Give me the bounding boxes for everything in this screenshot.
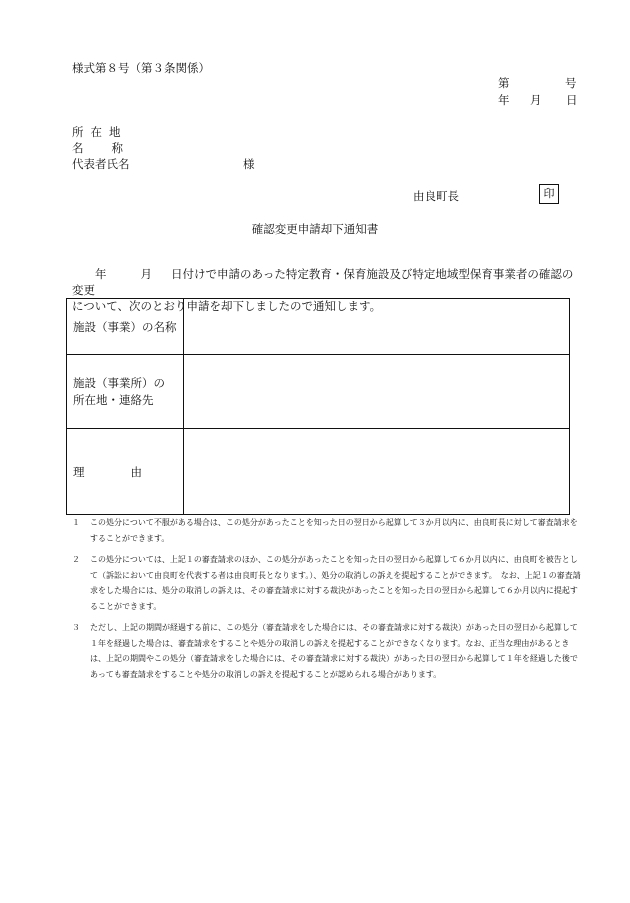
honorific: 様 bbox=[243, 157, 255, 171]
number-suffix: 号 bbox=[565, 76, 577, 90]
address-label: 所在地 bbox=[72, 125, 128, 139]
body-month: 月 bbox=[140, 267, 152, 281]
number-prefix: 第 bbox=[498, 76, 510, 90]
note-text: この処分については、上記１の審査請求のほか、この処分があったことを知った日の翌日から起算して６か月以内に、由良町を被告として（訴訟において由良町を代表する者は由良町長となります。）、処分の取消しの訴えを提起することができます。 なお、上記１の審査請求をした場合には、処分の取消しの訴えは、その審査請求に対する裁決があったことを知った日の翌日から起算して６か月以内に提起することができます。 bbox=[90, 555, 581, 611]
reason-label: 理 由 bbox=[67, 429, 184, 515]
location-label-line2: 所在地・連絡先 bbox=[73, 392, 154, 407]
facility-name-label: 施設（事業）の名称 bbox=[67, 299, 184, 355]
date-day-label: 日 bbox=[566, 93, 578, 107]
representative-label: 代表者氏名 bbox=[72, 157, 130, 171]
body-line2: について、次のとおり申請を却下しましたので通知します。 bbox=[72, 299, 382, 313]
reason-field[interactable] bbox=[184, 429, 570, 515]
info-table bbox=[66, 298, 570, 515]
date-year-label: 年 bbox=[498, 93, 510, 107]
facility-name-field[interactable] bbox=[184, 299, 570, 355]
note-item bbox=[72, 515, 582, 546]
name-label: 名称 bbox=[72, 141, 151, 155]
note-text: この処分について不服がある場合は、この処分があったことを知った日の翌日から起算して３か月以内に、由良町長に対して審査請求をすることができます。 bbox=[90, 518, 578, 543]
body-line1: 日付けで申請のあった特定教育・保育施設及び特定地域型保育事業者の確認の変更 bbox=[72, 267, 574, 297]
note-number: １ bbox=[72, 518, 80, 527]
note-item bbox=[72, 552, 582, 614]
form-number: 様式第８号（第３条関係） bbox=[72, 61, 210, 75]
body-year: 年 bbox=[95, 267, 107, 281]
note-text: ただし、上記の期間が経過する前に、この処分（審査請求をした場合には、その審査請求に対する裁決）があった日の翌日から起算して１年を経過した場合は、審査請求をすることや処分の取消しの訴えを提起することができなくなります。なお、正当な理由があるときは、上記の期間やこの処分（審査請求をした場合には、その審査請求に対する裁決）があった日の翌日から起算して１年を経過した後であっても審査請求をすることや処分の取消しの訴えを提起することが認められる場合があります。 bbox=[90, 623, 578, 679]
note-number: ２ bbox=[72, 555, 80, 564]
note-number: ３ bbox=[72, 623, 80, 632]
location-label-line1: 施設（事業所）の bbox=[73, 375, 165, 390]
location-label bbox=[67, 355, 184, 429]
date-month-label: 月 bbox=[530, 93, 542, 107]
notes bbox=[72, 515, 582, 682]
document-title: 確認変更申請却下通知書 bbox=[251, 222, 379, 236]
seal-stamp: 印 bbox=[539, 184, 559, 204]
note-item bbox=[72, 620, 582, 682]
sender-title: 由良町長 bbox=[413, 189, 459, 203]
location-field[interactable] bbox=[184, 355, 570, 429]
